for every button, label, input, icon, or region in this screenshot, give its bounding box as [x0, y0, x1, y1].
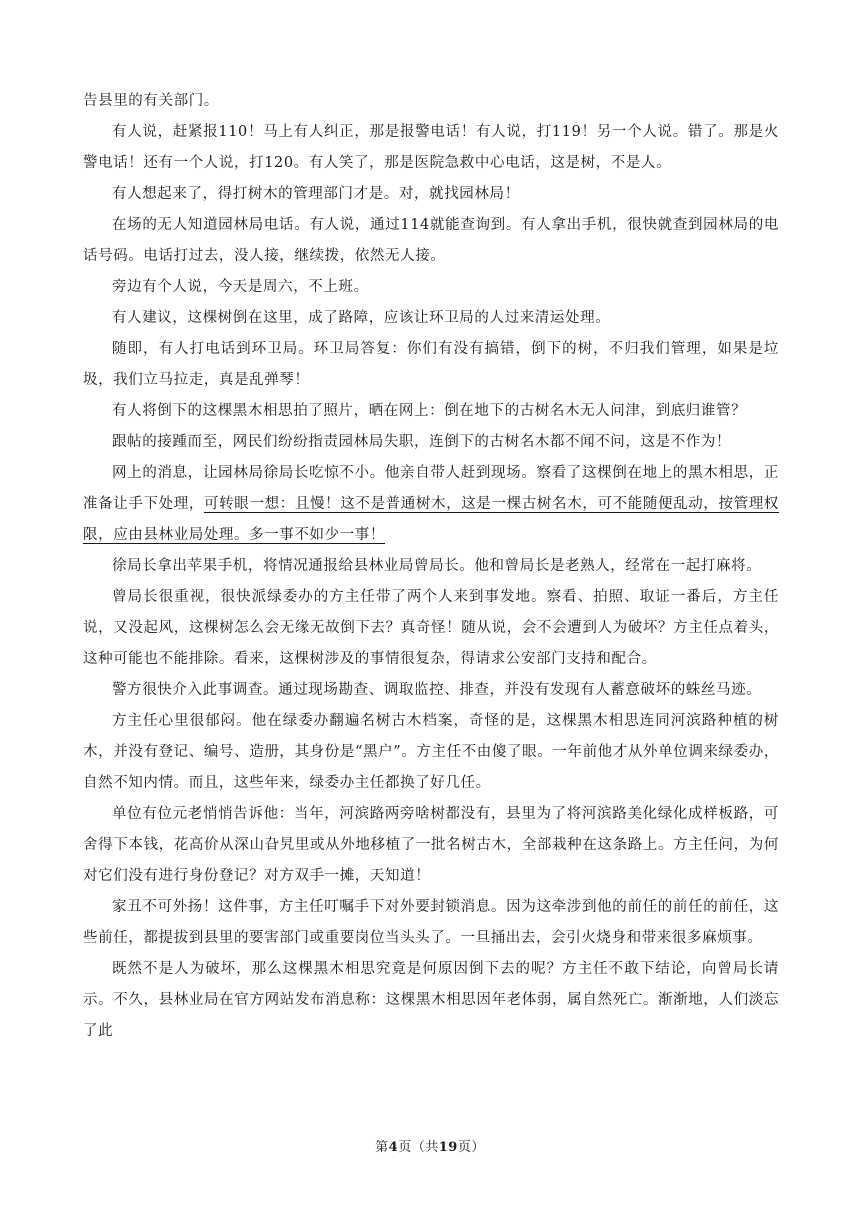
- paragraph: 方主任心里很郁闷。他在绿委办翻遍名树古木档案，奇怪的是，这棵黑木相思连同河滨路种植的树木，并没有登记、编号、造册，其身份是“黑户”。方主任不由傻了眼。一年前他才从外单位调来绿委办，自然不知内情。而且，这些年来，绿委办主任都换了好几任。: [83, 713, 779, 791]
- paragraph: 跟帖的接踵而至，网民们纷纷指责园林局失职，连倒下的古树名木都不闻不问，这是不作为！: [112, 434, 732, 450]
- paragraph: 曾局长很重视，很快派绿委办的方主任带了两个人来到事发地。察看、拍照、取证一番后，方主任说，又没起风，这棵树怎么会无缘无故倒下去？真奇怪！随从说，会不会遭到人为破坏？方主任点着头，这种可能也不能排除。看来，这棵树涉及的事情很复杂，得请求公安部门支持和配合。: [83, 589, 779, 667]
- footer-middle: 页（共: [398, 1140, 439, 1155]
- paragraph: 有人将倒下的这棵黑木相思拍了照片，晒在网上：倒在地下的古树名木无人问津，到底归谁管？: [112, 403, 747, 419]
- current-page-number: 4: [388, 1140, 399, 1155]
- paragraph: 旁边有个人说，今天是周六，不上班。: [112, 279, 369, 295]
- paragraph: 有人说，赶紧报110！马上有人纠正，那是报警电话！有人说，打119！另一个人说。错了。那是火警电话！还有一个人说，打120。有人笑了，那是医院急救中心电话，这是树，不是人。: [83, 124, 779, 171]
- paragraph: 告县里的有关部门。: [83, 93, 219, 109]
- underlined-text: 可转眼一想：且慢！这不是普通树木，这是一棵古树名木，可不能随便乱动，按管理权限，应由县林业局处理。多一事不如少一事！: [83, 496, 779, 543]
- footer-prefix: 第: [375, 1140, 389, 1155]
- paragraph: 徐局长拿出苹果手机，将情况通报给县林业局曾局长。他和曾局长是老熟人，经常在一起打麻将。: [112, 558, 762, 574]
- total-page-count: 19: [438, 1140, 458, 1155]
- document-body: [83, 86, 779, 1047]
- paragraph: 警方很快介入此事调查。通过现场勘查、调取监控、排查，并没有发现有人蓄意破坏的蛛丝马迹。: [112, 682, 762, 698]
- paragraph-with-underline: [83, 458, 779, 551]
- paragraph: 单位有位元老悄悄告诉他：当年，河滨路两旁啥树都没有，县里为了将河滨路美化绿化成样板路，可舍得下本钱，花高价从深山旮旯里或从外地移植了一批名树古木，全部栽种在这条路上。方主任问，为何对它们没有进行身份登记？对方双手一摊，天知道！: [83, 806, 779, 884]
- footer-suffix: 页）: [457, 1140, 485, 1155]
- paragraph-text: 网上的消息，让园林局徐局长吃惊不小。他亲自带人赶到现场。察看了这棵倒在地上的黑木相思，正准备让手下处理，: [83, 465, 779, 512]
- paragraph: 家丑不可外扬！这件事，方主任叮嘱手下对外要封锁消息。因为这牵涉到他的前任的前任的前任，这些前任，都提拔到县里的要害部门或重要岗位当头头了。一旦捅出去，会引火烧身和带来很多麻烦事。: [83, 899, 779, 946]
- paragraph: 随即，有人打电话到环卫局。环卫局答复：你们有没有搞错，倒下的树，不归我们管理，如果是垃圾，我们立马拉走，真是乱弹琴！: [83, 341, 779, 388]
- paragraph: 在场的无人知道园林局电话。有人说，通过114就能查询到。有人拿出手机，很快就查到园林局的电话号码。电话打过去，没人接，继续拨，依然无人接。: [83, 217, 779, 264]
- paragraph: 既然不是人为破坏，那么这棵黑木相思究竟是何原因倒下去的呢？方主任不敢下结论，向曾局长请示。不久，县林业局在官方网站发布消息称：这棵黑木相思因年老体弱，属自然死亡。渐渐地，人们淡忘了此: [83, 961, 779, 1039]
- paragraph: 有人建议，这棵树倒在这里，成了路障，应该让环卫局的人过来清运处理。: [112, 310, 611, 326]
- paragraph: 有人想起来了，得打树木的管理部门才是。对，就找园林局！: [112, 186, 520, 202]
- page-footer: [0, 1136, 860, 1155]
